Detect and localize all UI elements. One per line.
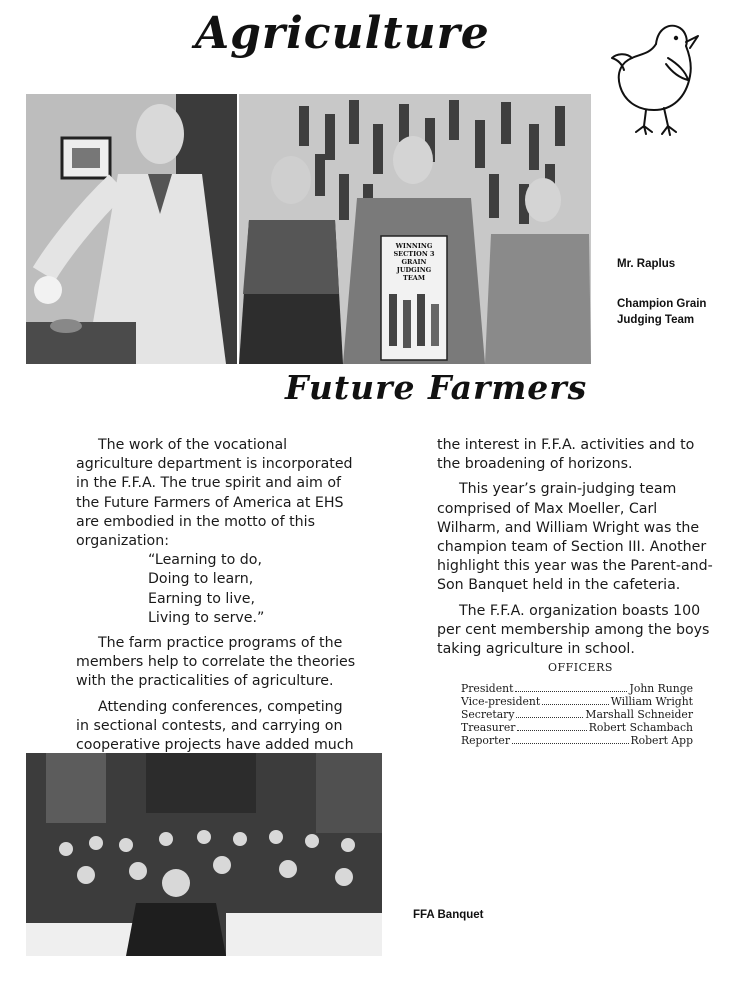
officer-row [461,734,693,747]
body-column-right [437,436,720,659]
paragraph: Attending conferences, competing in sectional contests, and carrying on cooperative projects have added much [76,698,354,754]
officers-list [461,682,693,747]
teacher-photo [26,94,237,364]
section-title: Future Farmers [285,368,588,407]
officer-name: William Wright [610,695,693,708]
caption-team: Champion Grain Judging Team [617,298,707,326]
paragraph: the interest in F.F.A. activities and to the broadening of horizons. [437,437,695,473]
motto-line: Earning to live, [148,590,255,607]
paragraph: The F.F.A. organization boasts 100 per cent membership among the boys taking agriculture in school. [437,602,710,658]
motto-line: Doing to learn, [148,571,254,588]
team-photo [239,94,591,364]
banquet-photo [26,753,382,956]
caption-teacher: Mr. Raplus [617,258,676,270]
motto-line: Living to serve.” [148,609,265,626]
poster-line: WINNING [395,242,433,250]
paragraph: The farm practice programs of the members help to correlate the theories with the practicalities of agriculture. [76,635,356,690]
officer-row [461,682,693,695]
officers-heading: OFFICERS [548,661,613,674]
officer-name: Marshall Schneider [585,708,693,721]
officer-name: Robert Schambach [588,721,693,734]
poster-line: JUDGING [396,266,432,274]
poster-line: SECTION 3 [393,250,435,258]
officer-role: Treasurer [461,721,516,734]
paragraph: This year’s grain-judging team comprised of Max Moeller, Carl Wilharm, and William Wright was the champion team of Section III. Another highlight this year was the Parent-and-Son Banquet held in the cafeteria. [437,481,713,594]
officer-role: President [461,682,514,695]
officer-row [461,721,693,734]
caption-banquet: FFA Banquet [413,909,484,921]
motto [148,551,358,628]
officer-row [461,695,693,708]
officer-role: Vice-president [461,695,541,708]
paragraph: The work of the vocational agriculture department is incorporated in the F.F.A. The true spirit and aim of the Future Farmers of America at EHS are embodied in the motto of this organization: [76,437,353,550]
officer-role: Secretary [461,708,515,721]
poster-line: GRAIN [401,258,427,266]
officer-role: Reporter [461,734,510,747]
officer-name: Robert App [630,734,693,747]
officer-name: John Runge [629,682,693,695]
motto-line: “Learning to do, [148,552,262,569]
body-column-left [76,436,358,774]
page-title: Agriculture [195,8,490,59]
poster-line: TEAM [402,274,426,282]
chick-drawing-icon [606,14,716,142]
officer-row [461,708,693,721]
